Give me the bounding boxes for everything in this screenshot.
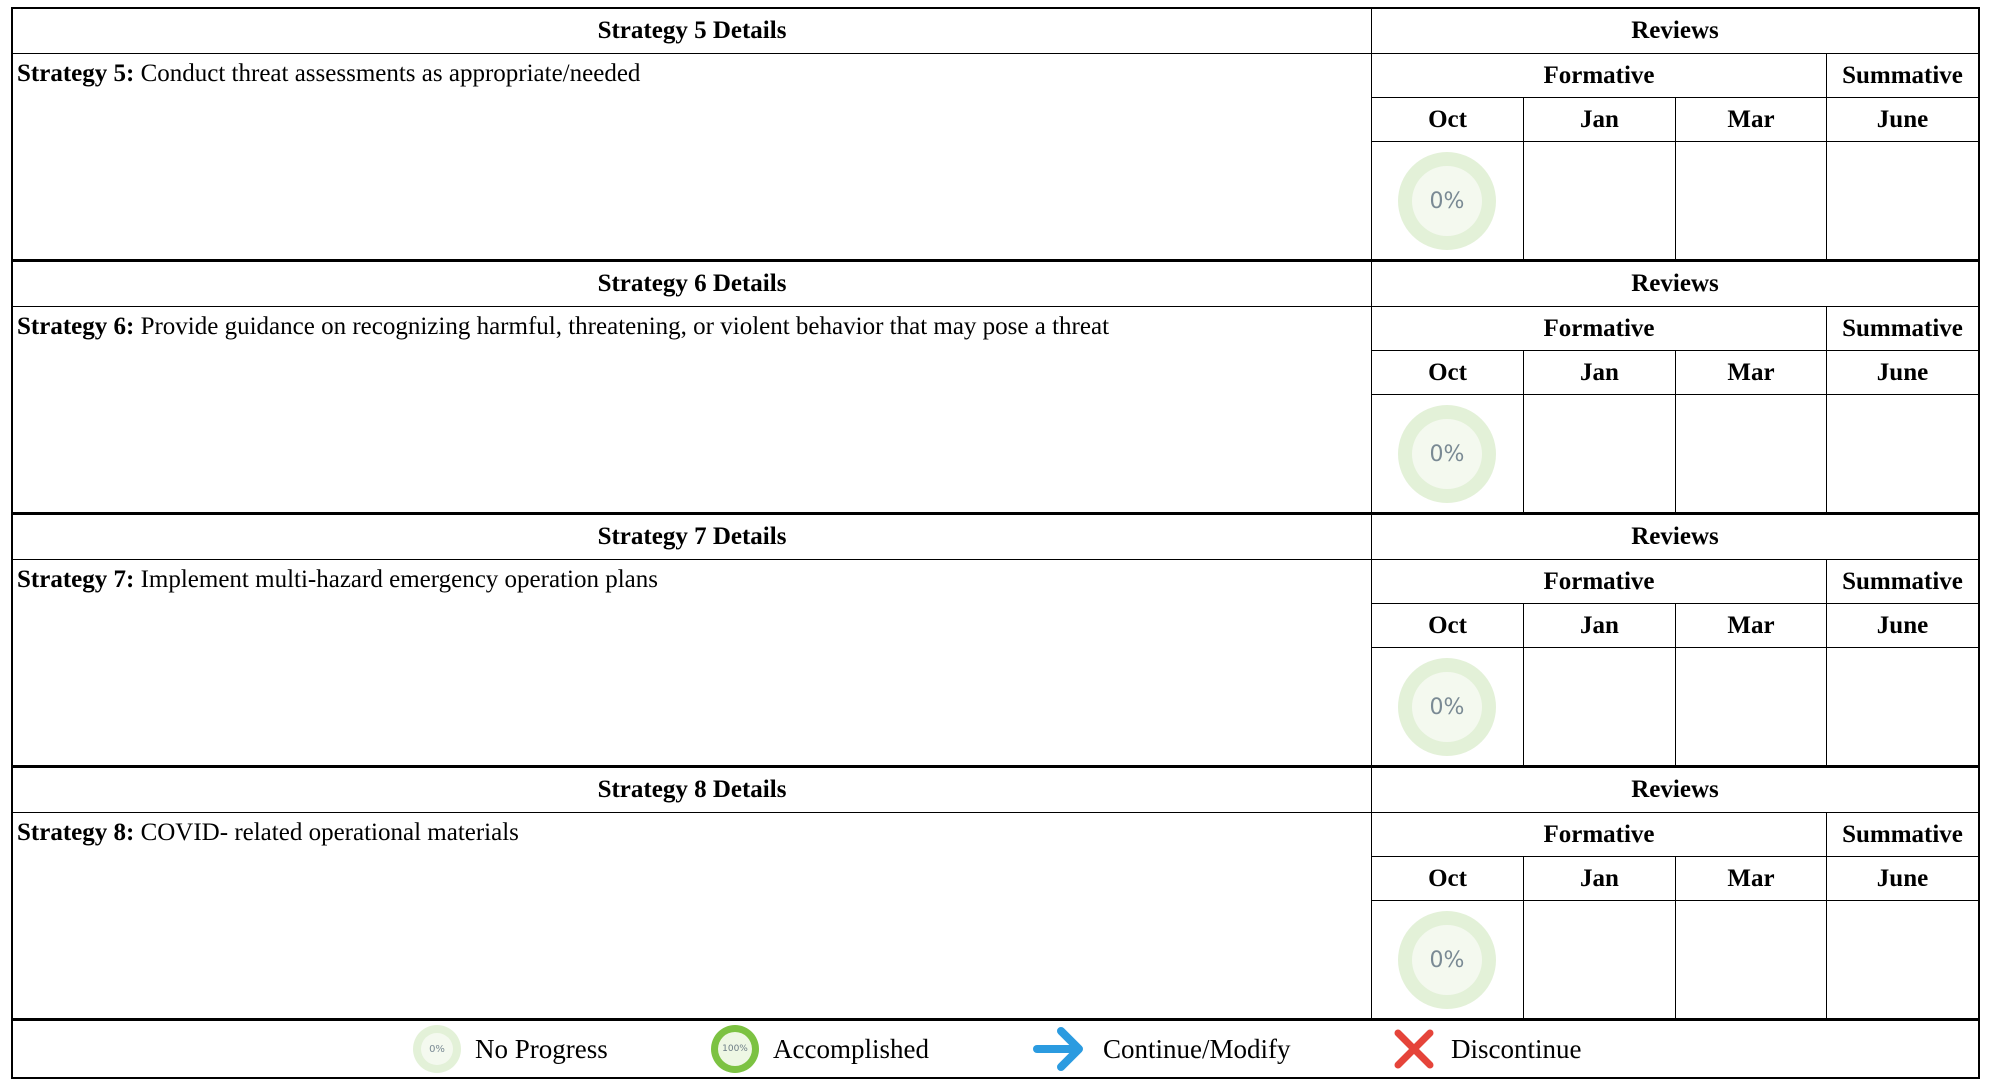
formative-header: Formative: [1372, 813, 1827, 857]
strategy-text: Implement multi-hazard emergency operation plans: [140, 566, 658, 593]
review-cell-jan: [1524, 395, 1676, 512]
month-header-june: June: [1827, 857, 1978, 901]
strategy-review-table: [11, 7, 1980, 1079]
progress-value: 0%: [1412, 419, 1482, 489]
legend-icon-text: 100%: [718, 1032, 752, 1066]
strategy-block: [13, 768, 1978, 1021]
legend-continue-modify: [1033, 1021, 1291, 1077]
month-header-jan: Jan: [1524, 98, 1676, 142]
month-header-mar: Mar: [1676, 351, 1827, 395]
right-arrow-icon: [1033, 1025, 1089, 1073]
legend-label: Discontinue: [1451, 1033, 1582, 1064]
progress-value: 0%: [1412, 166, 1482, 236]
review-cell-mar: [1676, 648, 1827, 765]
strategy-description: [13, 560, 1372, 765]
summative-header: Summative: [1827, 560, 1978, 604]
month-header-jan: Jan: [1524, 857, 1676, 901]
x-icon: [1391, 1026, 1437, 1072]
strategy-text: COVID- related operational materials: [140, 819, 519, 846]
summative-header: Summative: [1827, 307, 1978, 351]
review-cell-june: [1827, 142, 1978, 259]
review-cell-mar: [1676, 395, 1827, 512]
legend-no-progress: [413, 1021, 608, 1077]
legend-label: Accomplished: [773, 1033, 929, 1064]
strategy-block: [13, 262, 1978, 515]
month-header-mar: Mar: [1676, 857, 1827, 901]
reviews-header: Reviews: [1372, 262, 1978, 307]
reviews-header: Reviews: [1372, 768, 1978, 813]
progress-value: 0%: [1412, 672, 1482, 742]
review-cell-oct: [1372, 142, 1524, 259]
review-cell-jan: [1524, 901, 1676, 1018]
strategy-description: [13, 54, 1372, 259]
strategy-details-header: Strategy 7 Details: [13, 515, 1372, 560]
no-progress-icon: [1398, 658, 1496, 756]
strategy-description: [13, 307, 1372, 512]
month-header-oct: Oct: [1372, 98, 1524, 142]
strategy-details-header: Strategy 5 Details: [13, 9, 1372, 54]
reviews-header: Reviews: [1372, 9, 1978, 54]
strategy-block: [13, 9, 1978, 262]
reviews-header: Reviews: [1372, 515, 1978, 560]
month-header-june: June: [1827, 351, 1978, 395]
legend-label: Continue/Modify: [1103, 1033, 1291, 1064]
strategy-label: Strategy 8:: [17, 819, 135, 846]
strategy-label: Strategy 6:: [17, 313, 135, 340]
no-progress-icon: [1398, 911, 1496, 1009]
review-cell-jan: [1524, 648, 1676, 765]
review-cell-oct: [1372, 648, 1524, 765]
formative-header: Formative: [1372, 54, 1827, 98]
strategy-description: [13, 813, 1372, 1018]
month-header-jan: Jan: [1524, 351, 1676, 395]
month-header-jan: Jan: [1524, 604, 1676, 648]
strategy-details-header: Strategy 6 Details: [13, 262, 1372, 307]
month-header-june: June: [1827, 604, 1978, 648]
summative-header: Summative: [1827, 54, 1978, 98]
summative-header: Summative: [1827, 813, 1978, 857]
formative-header: Formative: [1372, 307, 1827, 351]
formative-header: Formative: [1372, 560, 1827, 604]
legend-icon-text: 0%: [421, 1033, 453, 1065]
no-progress-icon: [1398, 152, 1496, 250]
review-cell-mar: [1676, 901, 1827, 1018]
strategy-block: [13, 515, 1978, 768]
strategy-text: Provide guidance on recognizing harmful, threatening, or violent behavior that may pose a threat: [140, 313, 1110, 340]
review-cell-june: [1827, 648, 1978, 765]
review-cell-oct: [1372, 901, 1524, 1018]
strategy-text: Conduct threat assessments as appropriate/needed: [140, 60, 641, 87]
month-header-june: June: [1827, 98, 1978, 142]
legend: [13, 1021, 1978, 1077]
progress-value: 0%: [1412, 925, 1482, 995]
no-progress-icon: [1398, 405, 1496, 503]
month-header-oct: Oct: [1372, 857, 1524, 901]
strategy-label: Strategy 7:: [17, 566, 135, 593]
review-cell-june: [1827, 901, 1978, 1018]
review-cell-oct: [1372, 395, 1524, 512]
no-progress-icon: [413, 1025, 461, 1073]
month-header-mar: Mar: [1676, 98, 1827, 142]
review-cell-jan: [1524, 142, 1676, 259]
strategy-details-header: Strategy 8 Details: [13, 768, 1372, 813]
month-header-oct: Oct: [1372, 351, 1524, 395]
legend-discontinue: [1391, 1021, 1581, 1077]
accomplished-icon: [711, 1025, 759, 1073]
legend-label: No Progress: [475, 1033, 608, 1064]
review-cell-mar: [1676, 142, 1827, 259]
review-cell-june: [1827, 395, 1978, 512]
strategy-label: Strategy 5:: [17, 60, 135, 87]
legend-accomplished: [711, 1021, 929, 1077]
month-header-mar: Mar: [1676, 604, 1827, 648]
month-header-oct: Oct: [1372, 604, 1524, 648]
